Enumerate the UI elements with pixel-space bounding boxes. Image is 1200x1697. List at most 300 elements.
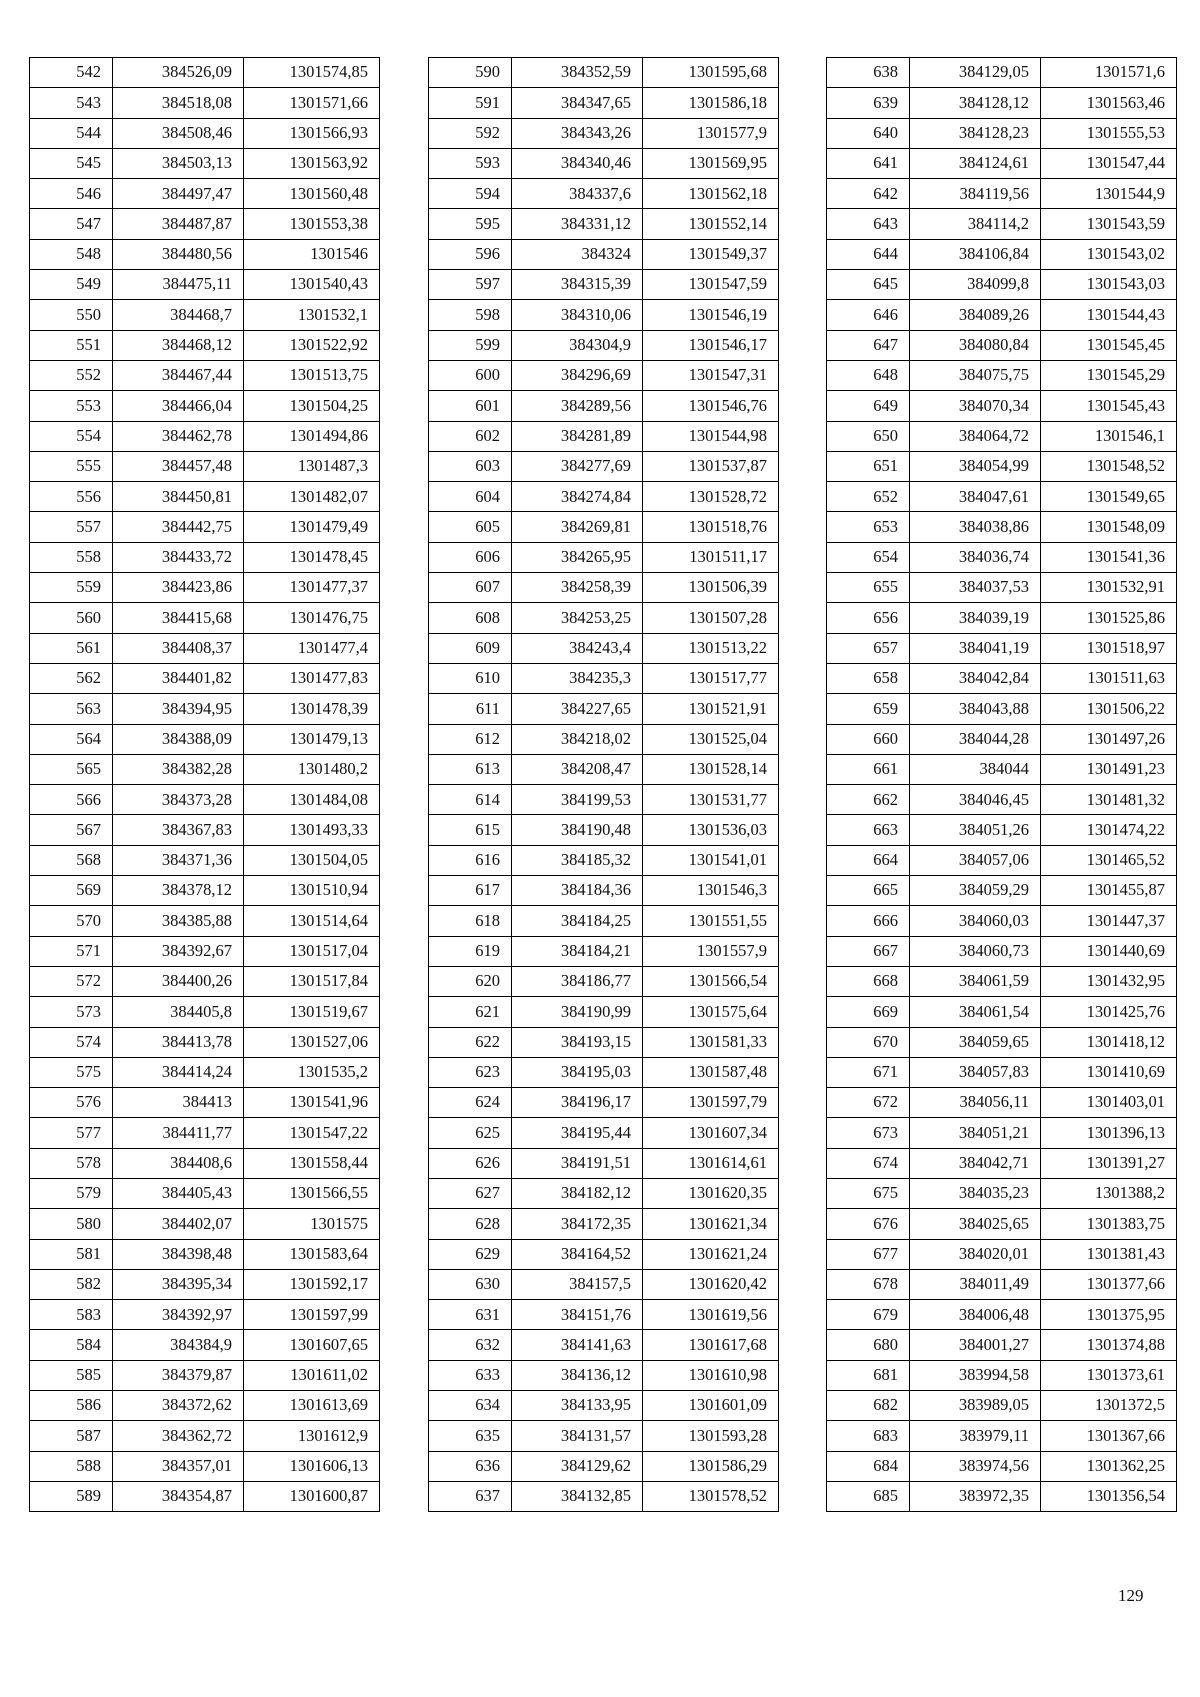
table-row xyxy=(429,966,779,996)
table-row xyxy=(429,391,779,421)
y-coordinate-cell: 1301478,45 xyxy=(244,542,380,572)
table-row xyxy=(827,1057,1177,1087)
point-number-cell: 627 xyxy=(429,1178,512,1208)
table-row xyxy=(827,1481,1177,1511)
y-coordinate-cell: 1301545,29 xyxy=(1041,360,1177,390)
x-coordinate-cell: 384385,88 xyxy=(113,906,244,936)
table-row xyxy=(827,694,1177,724)
table-row xyxy=(827,876,1177,906)
y-coordinate-cell: 1301592,17 xyxy=(244,1269,380,1299)
x-coordinate-cell: 384099,8 xyxy=(910,270,1041,300)
table-row xyxy=(30,58,380,88)
x-coordinate-cell: 384413,78 xyxy=(113,1027,244,1057)
table-row xyxy=(827,573,1177,603)
point-number-cell: 645 xyxy=(827,270,910,300)
y-coordinate-cell: 1301612,9 xyxy=(244,1421,380,1451)
table-row xyxy=(30,1088,380,1118)
y-coordinate-cell: 1301537,87 xyxy=(643,451,779,481)
point-number-cell: 548 xyxy=(30,239,113,269)
x-coordinate-cell: 384362,72 xyxy=(113,1421,244,1451)
table-row xyxy=(827,754,1177,784)
table-row xyxy=(429,1481,779,1511)
y-coordinate-cell: 1301375,95 xyxy=(1041,1300,1177,1330)
x-coordinate-cell: 384497,47 xyxy=(113,179,244,209)
table-row xyxy=(30,421,380,451)
table-row xyxy=(429,633,779,663)
y-coordinate-cell: 1301607,34 xyxy=(643,1118,779,1148)
point-number-cell: 579 xyxy=(30,1178,113,1208)
point-number-cell: 568 xyxy=(30,845,113,875)
table-body xyxy=(429,58,779,1512)
table-row xyxy=(827,88,1177,118)
x-coordinate-cell: 384518,08 xyxy=(113,88,244,118)
point-number-cell: 543 xyxy=(30,88,113,118)
y-coordinate-cell: 1301511,63 xyxy=(1041,663,1177,693)
x-coordinate-cell: 384487,87 xyxy=(113,209,244,239)
y-coordinate-cell: 1301549,65 xyxy=(1041,482,1177,512)
y-coordinate-cell: 1301410,69 xyxy=(1041,1057,1177,1087)
y-coordinate-cell: 1301532,1 xyxy=(244,300,380,330)
table-row xyxy=(827,1239,1177,1269)
y-coordinate-cell: 1301525,04 xyxy=(643,724,779,754)
point-number-cell: 633 xyxy=(429,1360,512,1390)
x-coordinate-cell: 384253,25 xyxy=(512,603,643,633)
y-coordinate-cell: 1301478,39 xyxy=(244,694,380,724)
table-row xyxy=(827,118,1177,148)
x-coordinate-cell: 384129,05 xyxy=(910,58,1041,88)
y-coordinate-cell: 1301510,94 xyxy=(244,876,380,906)
table-row xyxy=(827,1269,1177,1299)
x-coordinate-cell: 384061,59 xyxy=(910,966,1041,996)
table-row xyxy=(827,1118,1177,1148)
x-coordinate-cell: 384191,51 xyxy=(512,1148,643,1178)
table-row xyxy=(30,209,380,239)
table-row xyxy=(30,997,380,1027)
point-number-cell: 564 xyxy=(30,724,113,754)
table-row xyxy=(827,1300,1177,1330)
table-row xyxy=(429,1088,779,1118)
x-coordinate-cell: 384184,21 xyxy=(512,936,643,966)
point-number-cell: 552 xyxy=(30,360,113,390)
table-row xyxy=(30,148,380,178)
point-number-cell: 624 xyxy=(429,1088,512,1118)
table-row xyxy=(827,1148,1177,1178)
point-number-cell: 553 xyxy=(30,391,113,421)
table-row xyxy=(30,573,380,603)
y-coordinate-cell: 1301518,76 xyxy=(643,512,779,542)
table-row xyxy=(429,1451,779,1481)
x-coordinate-cell: 384046,45 xyxy=(910,785,1041,815)
x-coordinate-cell: 384400,26 xyxy=(113,966,244,996)
y-coordinate-cell: 1301504,25 xyxy=(244,391,380,421)
x-coordinate-cell: 384041,19 xyxy=(910,633,1041,663)
point-number-cell: 604 xyxy=(429,482,512,512)
x-coordinate-cell: 384124,61 xyxy=(910,148,1041,178)
x-coordinate-cell: 384405,8 xyxy=(113,997,244,1027)
point-number-cell: 625 xyxy=(429,1118,512,1148)
point-number-cell: 551 xyxy=(30,330,113,360)
x-coordinate-cell: 384190,48 xyxy=(512,815,643,845)
y-coordinate-cell: 1301566,93 xyxy=(244,118,380,148)
point-number-cell: 632 xyxy=(429,1330,512,1360)
x-coordinate-cell: 384480,56 xyxy=(113,239,244,269)
point-number-cell: 573 xyxy=(30,997,113,1027)
y-coordinate-cell: 1301377,66 xyxy=(1041,1269,1177,1299)
table-row xyxy=(30,906,380,936)
point-number-cell: 574 xyxy=(30,1027,113,1057)
x-coordinate-cell: 384042,71 xyxy=(910,1148,1041,1178)
table-row xyxy=(30,300,380,330)
x-coordinate-cell: 384128,23 xyxy=(910,118,1041,148)
y-coordinate-cell: 1301619,56 xyxy=(643,1300,779,1330)
x-coordinate-cell: 384133,95 xyxy=(512,1391,643,1421)
point-number-cell: 585 xyxy=(30,1360,113,1390)
table-row xyxy=(827,1451,1177,1481)
table-row xyxy=(429,300,779,330)
table-row xyxy=(827,330,1177,360)
y-coordinate-cell: 1301543,03 xyxy=(1041,270,1177,300)
table-row xyxy=(30,724,380,754)
y-coordinate-cell: 1301586,29 xyxy=(643,1451,779,1481)
y-coordinate-cell: 1301541,96 xyxy=(244,1088,380,1118)
y-coordinate-cell: 1301511,17 xyxy=(643,542,779,572)
table-row xyxy=(827,966,1177,996)
point-number-cell: 572 xyxy=(30,966,113,996)
table-row xyxy=(827,633,1177,663)
x-coordinate-cell: 384184,25 xyxy=(512,906,643,936)
point-number-cell: 566 xyxy=(30,785,113,815)
point-number-cell: 546 xyxy=(30,179,113,209)
table-row xyxy=(30,542,380,572)
point-number-cell: 587 xyxy=(30,1421,113,1451)
y-coordinate-cell: 1301595,68 xyxy=(643,58,779,88)
point-number-cell: 542 xyxy=(30,58,113,88)
x-coordinate-cell: 384208,47 xyxy=(512,754,643,784)
table-row xyxy=(30,936,380,966)
x-coordinate-cell: 384384,9 xyxy=(113,1330,244,1360)
table-row xyxy=(429,1148,779,1178)
table-row xyxy=(429,936,779,966)
point-number-cell: 630 xyxy=(429,1269,512,1299)
table-row xyxy=(429,542,779,572)
x-coordinate-cell: 384340,46 xyxy=(512,148,643,178)
point-number-cell: 555 xyxy=(30,451,113,481)
y-coordinate-cell: 1301477,83 xyxy=(244,663,380,693)
y-coordinate-cell: 1301465,52 xyxy=(1041,845,1177,875)
x-coordinate-cell: 384243,4 xyxy=(512,633,643,663)
y-coordinate-cell: 1301528,72 xyxy=(643,482,779,512)
table-row xyxy=(827,724,1177,754)
table-row xyxy=(429,906,779,936)
table-body xyxy=(827,58,1177,1512)
table-row xyxy=(827,239,1177,269)
x-coordinate-cell: 384269,81 xyxy=(512,512,643,542)
y-coordinate-cell: 1301621,34 xyxy=(643,1209,779,1239)
coordinate-table-2 xyxy=(428,57,779,1512)
point-number-cell: 576 xyxy=(30,1088,113,1118)
y-coordinate-cell: 1301480,2 xyxy=(244,754,380,784)
table-row xyxy=(827,785,1177,815)
y-coordinate-cell: 1301356,54 xyxy=(1041,1481,1177,1511)
point-number-cell: 577 xyxy=(30,1118,113,1148)
x-coordinate-cell: 384059,65 xyxy=(910,1027,1041,1057)
y-coordinate-cell: 1301543,02 xyxy=(1041,239,1177,269)
y-coordinate-cell: 1301620,42 xyxy=(643,1269,779,1299)
x-coordinate-cell: 384059,29 xyxy=(910,876,1041,906)
y-coordinate-cell: 1301418,12 xyxy=(1041,1027,1177,1057)
table-row xyxy=(429,997,779,1027)
x-coordinate-cell: 383979,11 xyxy=(910,1421,1041,1451)
x-coordinate-cell: 384044,28 xyxy=(910,724,1041,754)
table-row xyxy=(30,1057,380,1087)
x-coordinate-cell: 384051,26 xyxy=(910,815,1041,845)
x-coordinate-cell: 384036,74 xyxy=(910,542,1041,572)
table-row xyxy=(30,1330,380,1360)
x-coordinate-cell: 383972,35 xyxy=(910,1481,1041,1511)
point-number-cell: 677 xyxy=(827,1239,910,1269)
x-coordinate-cell: 383989,05 xyxy=(910,1391,1041,1421)
y-coordinate-cell: 1301479,13 xyxy=(244,724,380,754)
y-coordinate-cell: 1301566,55 xyxy=(244,1178,380,1208)
x-coordinate-cell: 384199,53 xyxy=(512,785,643,815)
table-row xyxy=(827,451,1177,481)
point-number-cell: 680 xyxy=(827,1330,910,1360)
y-coordinate-cell: 1301563,92 xyxy=(244,148,380,178)
point-number-cell: 640 xyxy=(827,118,910,148)
y-coordinate-cell: 1301517,04 xyxy=(244,936,380,966)
x-coordinate-cell: 384258,39 xyxy=(512,573,643,603)
table-row xyxy=(827,906,1177,936)
table-row xyxy=(827,603,1177,633)
y-coordinate-cell: 1301481,32 xyxy=(1041,785,1177,815)
x-coordinate-cell: 384395,34 xyxy=(113,1269,244,1299)
y-coordinate-cell: 1301519,67 xyxy=(244,997,380,1027)
x-coordinate-cell: 384394,95 xyxy=(113,694,244,724)
table-row xyxy=(429,482,779,512)
y-coordinate-cell: 1301574,85 xyxy=(244,58,380,88)
x-coordinate-cell: 384337,6 xyxy=(512,179,643,209)
x-coordinate-cell: 384413 xyxy=(113,1088,244,1118)
x-coordinate-cell: 384357,01 xyxy=(113,1451,244,1481)
x-coordinate-cell: 384277,69 xyxy=(512,451,643,481)
y-coordinate-cell: 1301600,87 xyxy=(244,1481,380,1511)
table-row xyxy=(827,542,1177,572)
point-number-cell: 658 xyxy=(827,663,910,693)
x-coordinate-cell: 384354,87 xyxy=(113,1481,244,1511)
y-coordinate-cell: 1301546,19 xyxy=(643,300,779,330)
y-coordinate-cell: 1301583,64 xyxy=(244,1239,380,1269)
table-row xyxy=(30,754,380,784)
table-row xyxy=(429,1027,779,1057)
x-coordinate-cell: 384414,24 xyxy=(113,1057,244,1087)
y-coordinate-cell: 1301507,28 xyxy=(643,603,779,633)
table-row xyxy=(429,512,779,542)
point-number-cell: 562 xyxy=(30,663,113,693)
point-number-cell: 593 xyxy=(429,148,512,178)
point-number-cell: 606 xyxy=(429,542,512,572)
point-number-cell: 659 xyxy=(827,694,910,724)
x-coordinate-cell: 384392,97 xyxy=(113,1300,244,1330)
y-coordinate-cell: 1301544,43 xyxy=(1041,300,1177,330)
table-row xyxy=(30,88,380,118)
table-row xyxy=(429,724,779,754)
point-number-cell: 682 xyxy=(827,1391,910,1421)
x-coordinate-cell: 384172,35 xyxy=(512,1209,643,1239)
point-number-cell: 560 xyxy=(30,603,113,633)
table-row xyxy=(429,1300,779,1330)
y-coordinate-cell: 1301610,98 xyxy=(643,1360,779,1390)
y-coordinate-cell: 1301562,18 xyxy=(643,179,779,209)
x-coordinate-cell: 384289,56 xyxy=(512,391,643,421)
point-number-cell: 673 xyxy=(827,1118,910,1148)
point-number-cell: 660 xyxy=(827,724,910,754)
x-coordinate-cell: 384526,09 xyxy=(113,58,244,88)
x-coordinate-cell: 384392,67 xyxy=(113,936,244,966)
y-coordinate-cell: 1301606,13 xyxy=(244,1451,380,1481)
y-coordinate-cell: 1301403,01 xyxy=(1041,1088,1177,1118)
x-coordinate-cell: 384151,76 xyxy=(512,1300,643,1330)
y-coordinate-cell: 1301532,91 xyxy=(1041,573,1177,603)
table-row xyxy=(30,966,380,996)
point-number-cell: 634 xyxy=(429,1391,512,1421)
point-number-cell: 567 xyxy=(30,815,113,845)
table-row xyxy=(429,785,779,815)
y-coordinate-cell: 1301514,64 xyxy=(244,906,380,936)
point-number-cell: 619 xyxy=(429,936,512,966)
y-coordinate-cell: 1301396,13 xyxy=(1041,1118,1177,1148)
y-coordinate-cell: 1301553,38 xyxy=(244,209,380,239)
x-coordinate-cell: 384037,53 xyxy=(910,573,1041,603)
table-row xyxy=(30,179,380,209)
x-coordinate-cell: 384450,81 xyxy=(113,482,244,512)
point-number-cell: 575 xyxy=(30,1057,113,1087)
table-row xyxy=(30,1118,380,1148)
point-number-cell: 605 xyxy=(429,512,512,542)
table-row xyxy=(429,1421,779,1451)
table-row xyxy=(30,1148,380,1178)
point-number-cell: 626 xyxy=(429,1148,512,1178)
point-number-cell: 603 xyxy=(429,451,512,481)
x-coordinate-cell: 384070,34 xyxy=(910,391,1041,421)
table-row xyxy=(30,1027,380,1057)
point-number-cell: 598 xyxy=(429,300,512,330)
table-row xyxy=(30,360,380,390)
x-coordinate-cell: 384467,44 xyxy=(113,360,244,390)
point-number-cell: 646 xyxy=(827,300,910,330)
x-coordinate-cell: 384265,95 xyxy=(512,542,643,572)
y-coordinate-cell: 1301522,92 xyxy=(244,330,380,360)
table-row xyxy=(30,603,380,633)
x-coordinate-cell: 384408,37 xyxy=(113,633,244,663)
x-coordinate-cell: 384164,52 xyxy=(512,1239,643,1269)
point-number-cell: 588 xyxy=(30,1451,113,1481)
point-number-cell: 565 xyxy=(30,754,113,784)
y-coordinate-cell: 1301383,75 xyxy=(1041,1209,1177,1239)
coordinate-table-3 xyxy=(826,57,1177,1512)
table-row xyxy=(827,1360,1177,1390)
x-coordinate-cell: 384061,54 xyxy=(910,997,1041,1027)
point-number-cell: 581 xyxy=(30,1239,113,1269)
y-coordinate-cell: 1301587,48 xyxy=(643,1057,779,1087)
x-coordinate-cell: 384057,83 xyxy=(910,1057,1041,1087)
x-coordinate-cell: 384218,02 xyxy=(512,724,643,754)
point-number-cell: 571 xyxy=(30,936,113,966)
table-row xyxy=(827,936,1177,966)
x-coordinate-cell: 384057,06 xyxy=(910,845,1041,875)
y-coordinate-cell: 1301611,02 xyxy=(244,1360,380,1390)
table-row xyxy=(827,300,1177,330)
point-number-cell: 578 xyxy=(30,1148,113,1178)
point-number-cell: 631 xyxy=(429,1300,512,1330)
y-coordinate-cell: 1301525,86 xyxy=(1041,603,1177,633)
table-row xyxy=(827,1391,1177,1421)
x-coordinate-cell: 384331,12 xyxy=(512,209,643,239)
y-coordinate-cell: 1301548,52 xyxy=(1041,451,1177,481)
x-coordinate-cell: 384304,9 xyxy=(512,330,643,360)
point-number-cell: 666 xyxy=(827,906,910,936)
page-number: 129 xyxy=(1118,1586,1144,1605)
x-coordinate-cell: 384025,65 xyxy=(910,1209,1041,1239)
point-number-cell: 655 xyxy=(827,573,910,603)
x-coordinate-cell: 384371,36 xyxy=(113,845,244,875)
table-row xyxy=(827,1178,1177,1208)
table-row xyxy=(30,785,380,815)
table-row xyxy=(827,1421,1177,1451)
y-coordinate-cell: 1301517,77 xyxy=(643,663,779,693)
y-coordinate-cell: 1301613,69 xyxy=(244,1391,380,1421)
x-coordinate-cell: 384051,21 xyxy=(910,1118,1041,1148)
x-coordinate-cell: 384042,84 xyxy=(910,663,1041,693)
table-row xyxy=(429,118,779,148)
x-coordinate-cell: 384405,43 xyxy=(113,1178,244,1208)
y-coordinate-cell: 1301440,69 xyxy=(1041,936,1177,966)
y-coordinate-cell: 1301571,6 xyxy=(1041,58,1177,88)
point-number-cell: 584 xyxy=(30,1330,113,1360)
coordinate-table-1 xyxy=(29,57,380,1512)
x-coordinate-cell: 384136,12 xyxy=(512,1360,643,1390)
point-number-cell: 559 xyxy=(30,573,113,603)
y-coordinate-cell: 1301497,26 xyxy=(1041,724,1177,754)
table-row xyxy=(827,148,1177,178)
y-coordinate-cell: 1301620,35 xyxy=(643,1178,779,1208)
point-number-cell: 591 xyxy=(429,88,512,118)
table-row xyxy=(827,391,1177,421)
point-number-cell: 550 xyxy=(30,300,113,330)
point-number-cell: 586 xyxy=(30,1391,113,1421)
y-coordinate-cell: 1301517,84 xyxy=(244,966,380,996)
x-coordinate-cell: 384054,99 xyxy=(910,451,1041,481)
y-coordinate-cell: 1301544,9 xyxy=(1041,179,1177,209)
table-row xyxy=(429,1118,779,1148)
x-coordinate-cell: 384044 xyxy=(910,754,1041,784)
point-number-cell: 582 xyxy=(30,1269,113,1299)
x-coordinate-cell: 384315,39 xyxy=(512,270,643,300)
table-row xyxy=(429,754,779,784)
point-number-cell: 635 xyxy=(429,1421,512,1451)
point-number-cell: 663 xyxy=(827,815,910,845)
y-coordinate-cell: 1301506,22 xyxy=(1041,694,1177,724)
point-number-cell: 681 xyxy=(827,1360,910,1390)
y-coordinate-cell: 1301447,37 xyxy=(1041,906,1177,936)
table-row xyxy=(429,88,779,118)
x-coordinate-cell: 384001,27 xyxy=(910,1330,1041,1360)
x-coordinate-cell: 384047,61 xyxy=(910,482,1041,512)
table-row xyxy=(827,845,1177,875)
table-row xyxy=(30,451,380,481)
table-row xyxy=(429,58,779,88)
x-coordinate-cell: 384075,75 xyxy=(910,360,1041,390)
point-number-cell: 629 xyxy=(429,1239,512,1269)
